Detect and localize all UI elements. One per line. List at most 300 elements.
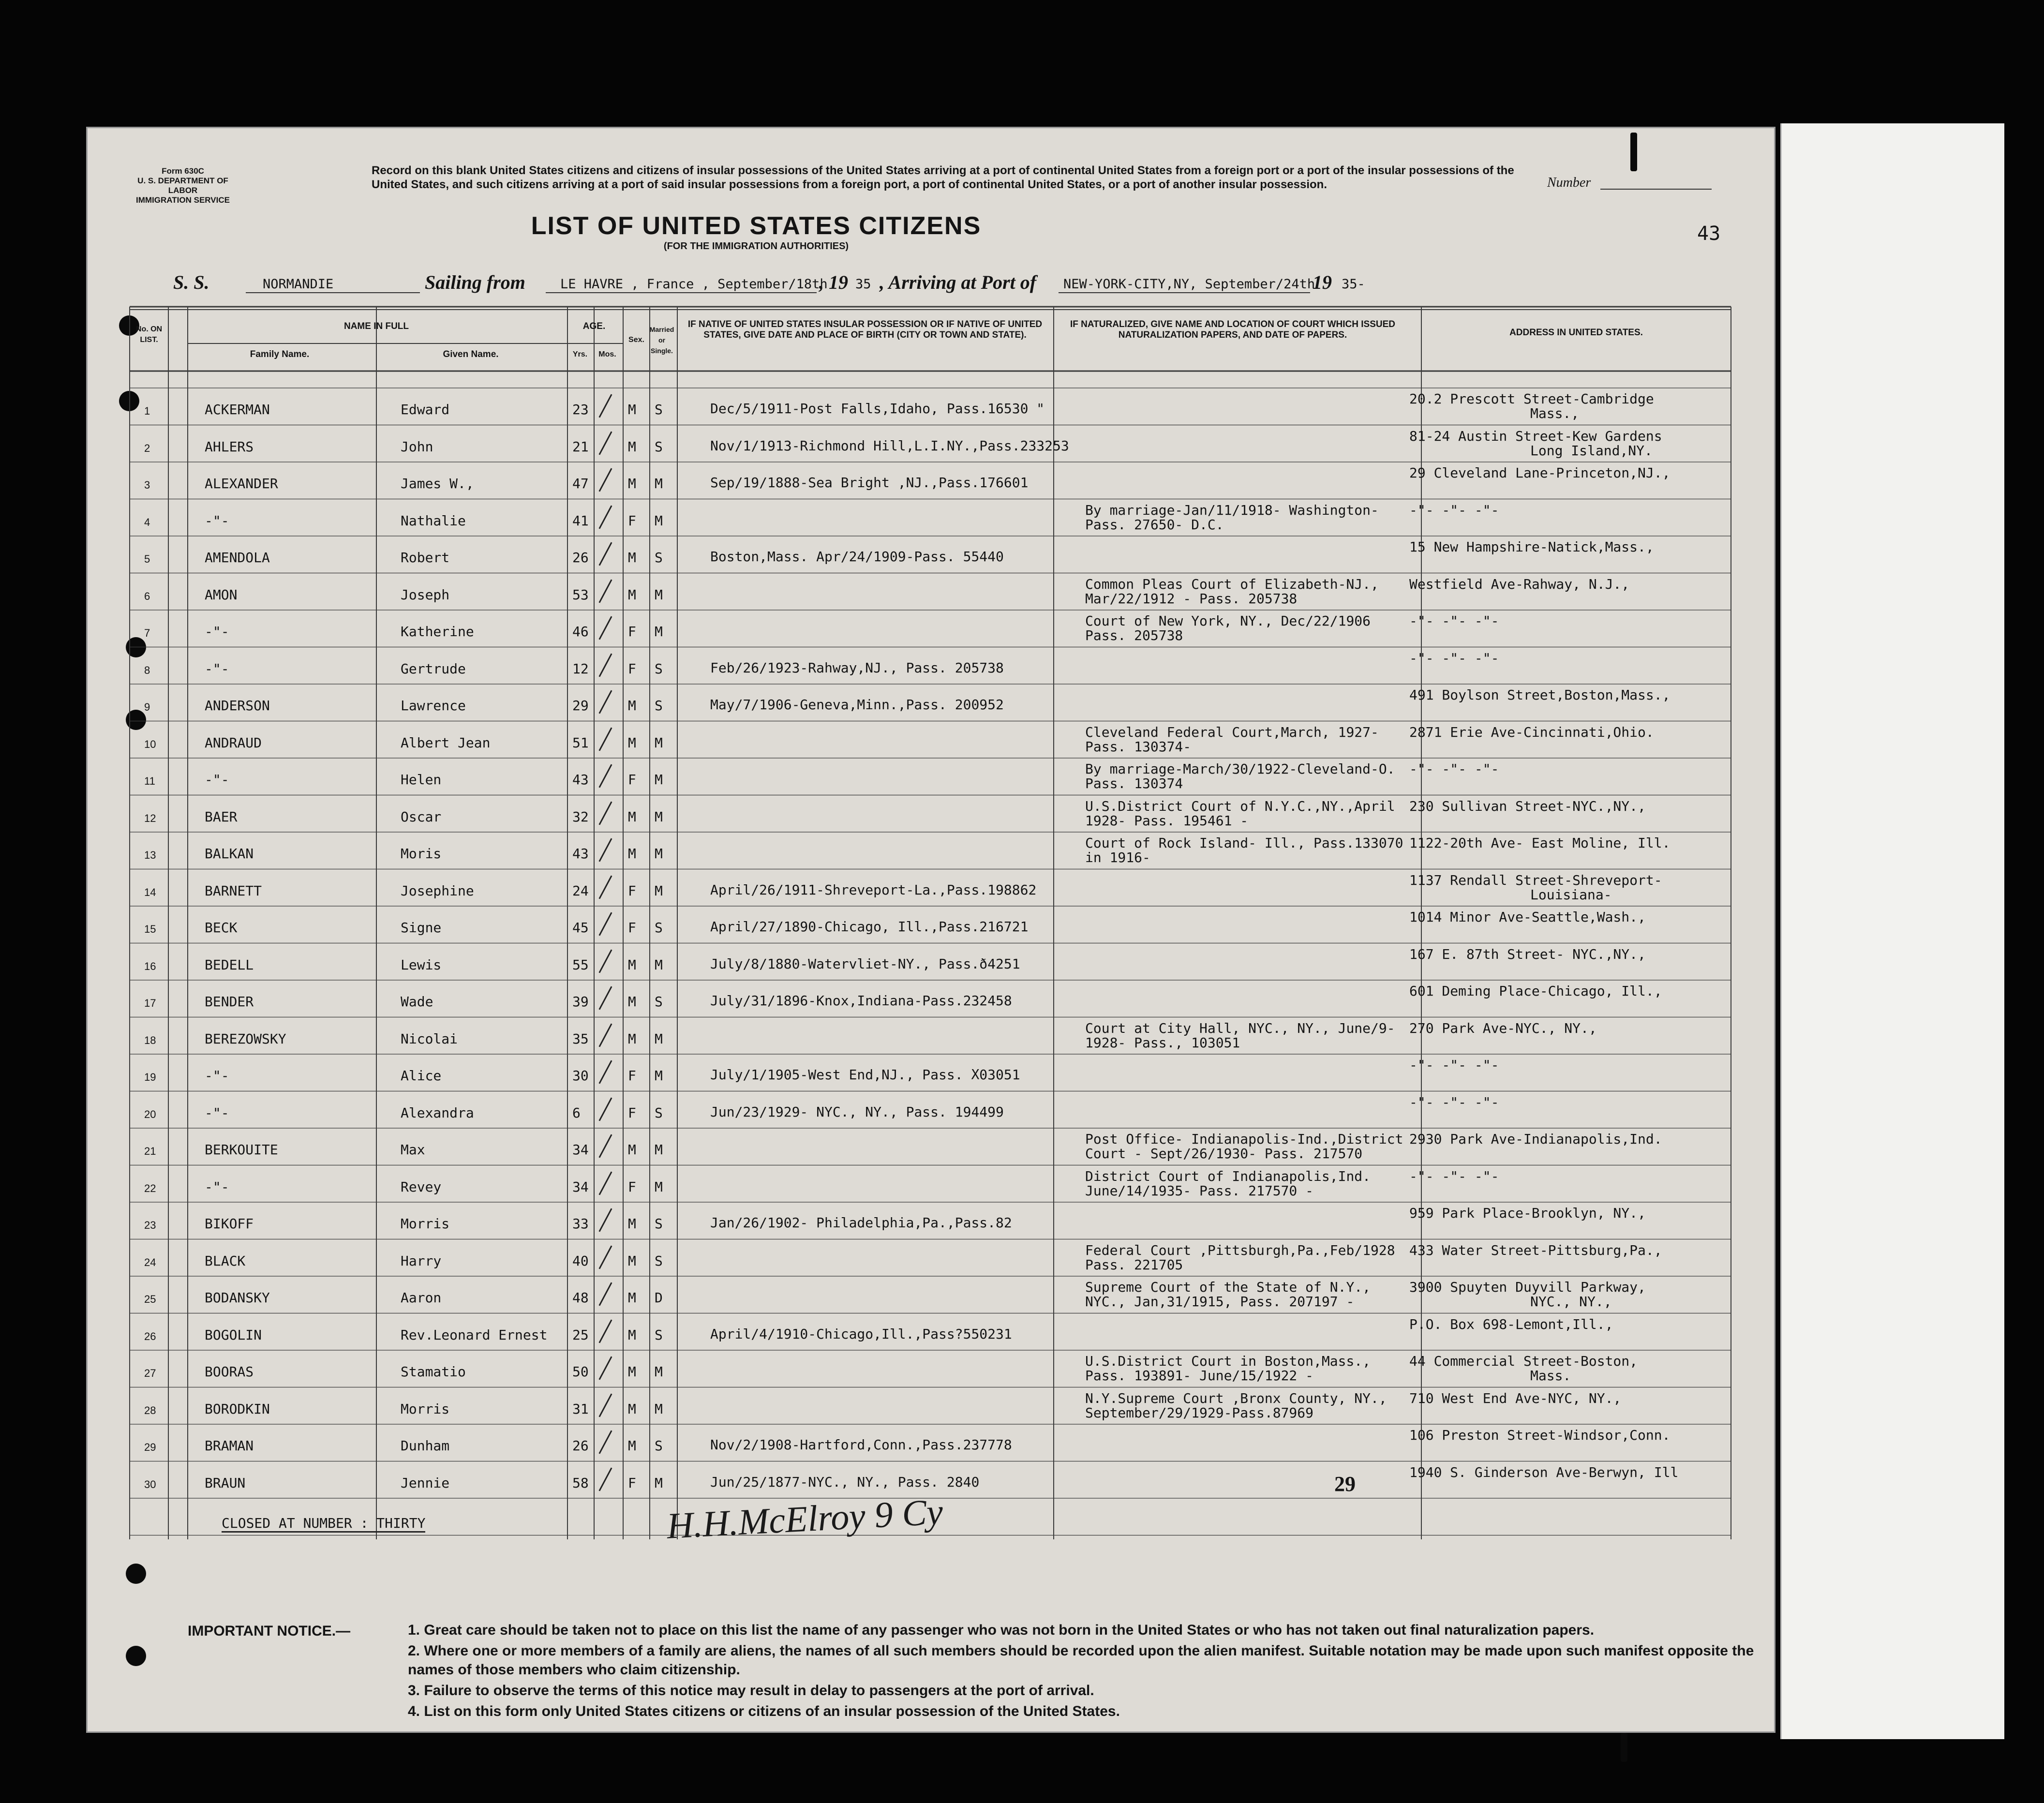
given-name: Alexandra xyxy=(401,1104,474,1121)
marital-status: M xyxy=(655,772,663,788)
age-years: 34 xyxy=(572,1178,589,1195)
age-years: 23 xyxy=(572,402,589,417)
given-name: Rev.Leonard Ernest xyxy=(401,1326,548,1343)
marital-status: M xyxy=(655,476,663,492)
row-number: 4 xyxy=(144,516,150,528)
ship-name: NORMANDIE xyxy=(263,277,334,292)
given-name: John xyxy=(401,438,433,455)
number-field-line xyxy=(1600,189,1712,190)
address-line-1: 81-24 Austin Street-Kew Gardens xyxy=(1409,428,1662,444)
row-number: 5 xyxy=(144,553,150,565)
given-name: Nicolai xyxy=(401,1030,458,1047)
birth-info: July/8/1880-Watervliet-NY., Pass.ð4251 xyxy=(710,955,1020,972)
given-name: Lawrence xyxy=(401,698,466,714)
given-name: Signe xyxy=(401,920,442,936)
address-line-2: Mass. xyxy=(1530,1368,1571,1384)
sex: M xyxy=(628,1216,636,1232)
check-mark xyxy=(598,394,612,417)
given-name: Lewis xyxy=(401,956,442,973)
row-number: 30 xyxy=(144,1478,156,1490)
notice-item: 1. Great care should be taken not to place on this list the name of any passenger who was not born in the United States or who has not taken out final naturalization papers. xyxy=(408,1622,1595,1638)
marital-status: M xyxy=(655,956,663,973)
address-line-1: 29 Cleveland Lane-Princeton,NJ., xyxy=(1409,465,1671,481)
family-name: BECK xyxy=(205,920,238,936)
family-name: BEREZOWSKY xyxy=(205,1030,286,1047)
naturalization-line-1: Court at City Hall, NYC., NY., June/9- xyxy=(1085,1020,1395,1036)
naturalization-line-2: NYC., Jan,31/1915, Pass. 207197 - xyxy=(1085,1294,1355,1310)
family-name: -"- xyxy=(205,1104,229,1121)
col-header-given: Given Name. xyxy=(443,349,499,359)
address-line-1: 710 West End Ave-NYC, NY., xyxy=(1409,1390,1622,1406)
binder-hole xyxy=(126,1646,146,1666)
col-header-address: ADDRESS IN UNITED STATES. xyxy=(1509,328,1643,338)
age-years: 32 xyxy=(572,808,589,825)
sex: F xyxy=(628,1475,636,1491)
binder-hole xyxy=(126,710,146,730)
sailing-value: LE HAVRE , France , September/18th xyxy=(560,277,828,292)
year-value: 35 xyxy=(855,277,871,292)
family-name: BRAMAN xyxy=(205,1438,254,1454)
row-number: 29 xyxy=(144,1441,156,1453)
birth-info: Feb/26/1923-Rahway,NJ., Pass. 205738 xyxy=(710,659,1004,676)
col-header-yrs: Yrs. xyxy=(572,350,588,358)
row-number: 22 xyxy=(144,1182,156,1194)
row-number: 6 xyxy=(144,590,150,602)
sex: M xyxy=(628,1401,636,1417)
check-mark xyxy=(598,431,612,455)
naturalization-line-2: Pass. 27650- D.C. xyxy=(1085,516,1224,533)
binder-hole xyxy=(126,1564,146,1584)
col-header-sex: Sex. xyxy=(628,336,644,344)
address-line-2: Long Island,NY. xyxy=(1530,442,1653,459)
address-line-1: 2871 Erie Ave-Cincinnati,Ohio. xyxy=(1409,724,1654,740)
check-mark xyxy=(598,579,612,603)
check-mark xyxy=(598,1208,612,1232)
family-name: -"- xyxy=(205,660,229,677)
sex: M xyxy=(628,1290,636,1306)
naturalization-line-2: Pass. 193891- June/15/1922 - xyxy=(1085,1368,1314,1384)
naturalization-line-1: District Court of Indianapolis,Ind. xyxy=(1085,1168,1371,1184)
sex: F xyxy=(628,772,636,788)
naturalization-line-2: September/29/1929-Pass.87969 xyxy=(1085,1404,1314,1421)
marital-status: M xyxy=(655,586,663,603)
adjacent-page-strip xyxy=(1780,123,2004,1739)
naturalization-line-1: Common Pleas Court of Elizabeth-NJ., xyxy=(1085,576,1379,592)
col-header-no: No. ON LIST. xyxy=(135,325,163,344)
address-line-2: NYC., NY., xyxy=(1530,1294,1612,1310)
row-number: 28 xyxy=(144,1404,156,1416)
given-name: Morris xyxy=(401,1216,450,1232)
age-years: 21 xyxy=(572,438,589,455)
check-mark xyxy=(598,1430,612,1454)
address-line-1: 44 Commercial Street-Boston, xyxy=(1409,1353,1638,1369)
age-years: 51 xyxy=(572,734,589,751)
sex: F xyxy=(628,660,636,677)
age-years: 31 xyxy=(572,1401,589,1417)
row-number: 25 xyxy=(144,1293,156,1305)
birth-info: Boston,Mass. Apr/24/1909-Pass. 55440 xyxy=(710,549,1004,565)
birth-info: May/7/1906-Geneva,Minn.,Pass. 200952 xyxy=(710,697,1004,713)
family-name: BARNETT xyxy=(205,882,262,899)
check-mark xyxy=(598,1467,612,1491)
sex: M xyxy=(628,402,636,417)
inspector-signature: H.H.McElroy 9 Cy xyxy=(666,1491,944,1547)
row-number: 9 xyxy=(144,701,150,713)
family-name: BOGOLIN xyxy=(205,1326,262,1343)
row-number: 17 xyxy=(144,997,156,1009)
sex: M xyxy=(628,1364,636,1380)
col-header-naturalized: IF NATURALIZED, GIVE NAME AND LOCATION OF COURT WHICH ISSUED NATURALIZATION PAPERS, AND DATE OF PAPERS. xyxy=(1070,319,1395,340)
marital-status: M xyxy=(655,1364,663,1380)
address-line-1: 1940 S. Ginderson Ave-Berwyn, Ill xyxy=(1409,1464,1679,1480)
row-number: 20 xyxy=(144,1108,156,1120)
address-line-1: 601 Deming Place-Chicago, Ill., xyxy=(1409,983,1662,999)
row-number: 3 xyxy=(144,479,150,491)
given-name: Alice xyxy=(401,1068,442,1084)
naturalization-line-1: By marriage-March/30/1922-Cleveland-O. xyxy=(1085,761,1395,777)
address-line-1: -"- -"- -"- xyxy=(1409,613,1499,629)
arriving-label: , Arriving at Port of xyxy=(880,271,1037,293)
sex: M xyxy=(628,734,636,751)
naturalization-line-1: Federal Court ,Pittsburgh,Pa.,Feb/1928 xyxy=(1085,1242,1395,1258)
check-mark xyxy=(598,616,612,640)
marital-status: S xyxy=(655,994,663,1010)
given-name: Edward xyxy=(401,402,450,417)
naturalization-line-1: Court of Rock Island- Ill., Pass.133070 xyxy=(1085,835,1403,851)
marital-status: M xyxy=(655,1142,663,1158)
col-header-name: NAME IN FULL xyxy=(343,321,409,331)
address-line-1: Westfield Ave-Rahway, N.J., xyxy=(1409,576,1630,592)
year-prefix: , 19 xyxy=(819,271,848,293)
naturalization-line-2: Court - Sept/26/1930- Pass. 217570 xyxy=(1085,1146,1363,1162)
sex: F xyxy=(628,920,636,936)
given-name: Wade xyxy=(401,994,433,1010)
naturalization-line-1: Cleveland Federal Court,March, 1927- xyxy=(1085,724,1379,740)
birth-info: Nov/2/1908-Hartford,Conn.,Pass.237778 xyxy=(710,1437,1012,1453)
family-name: BIKOFF xyxy=(205,1216,254,1232)
marital-status: S xyxy=(655,660,663,677)
check-mark xyxy=(598,801,612,825)
sex: M xyxy=(628,586,636,603)
age-years: 43 xyxy=(572,846,589,862)
intro-instructions xyxy=(372,164,1542,192)
given-name: Morris xyxy=(401,1401,450,1417)
marital-status: M xyxy=(655,808,663,825)
age-years: 39 xyxy=(572,994,589,1010)
check-mark xyxy=(598,542,612,566)
marital-status: M xyxy=(655,1030,663,1047)
address-line-1: 433 Water Street-Pittsburg,Pa., xyxy=(1409,1242,1662,1258)
marital-status: M xyxy=(655,846,663,862)
family-name: BLACK xyxy=(205,1252,246,1269)
notice-item: 2. Where one or more members of a family are aliens, the names of all such members should be recorded upon the alien manifest. Suitable notation may be made upon such manifest opposite the names of those members who claim citizenship. xyxy=(408,1643,1754,1678)
naturalization-line-1: U.S.District Court in Boston,Mass., xyxy=(1085,1353,1371,1369)
age-years: 25 xyxy=(572,1326,589,1343)
family-name: ANDERSON xyxy=(205,698,270,714)
col-header-married: Married or Single. xyxy=(649,326,674,355)
check-mark xyxy=(598,1282,612,1306)
given-name: Jennie xyxy=(401,1475,450,1491)
family-name: -"- xyxy=(205,1178,229,1195)
family-name: BERKOUITE xyxy=(205,1142,278,1158)
address-line-1: 1137 Rendall Street-Shreveport- xyxy=(1409,872,1662,888)
age-years: 43 xyxy=(572,772,589,788)
marital-status: M xyxy=(655,882,663,899)
page-subtitle: (FOR THE IMMIGRATION AUTHORITIES) xyxy=(663,241,849,252)
intro-text: Record on this blank United States citizens and citizens of insular possessions of the United States arriving at a port of continental United States from a foreign port or a port of the insular possessions of the United States, and such citizens arriving at a port of said insular possessions from a foreign port, a port of continental United States, or a port of another insular possession. xyxy=(372,164,1514,191)
marital-status: M xyxy=(655,734,663,751)
address-line-1: -"- -"- -"- xyxy=(1409,502,1499,518)
row-number: 2 xyxy=(144,442,150,454)
address-line-1: 270 Park Ave-NYC., NY., xyxy=(1409,1020,1597,1036)
sex: M xyxy=(628,846,636,862)
sex: F xyxy=(628,512,636,529)
row-number: 19 xyxy=(144,1071,156,1083)
naturalization-line-2: Mar/22/1912 - Pass. 205738 xyxy=(1085,590,1298,607)
check-mark xyxy=(598,838,612,862)
family-name: BORODKIN xyxy=(205,1401,270,1417)
naturalization-line-2: Pass. 205738 xyxy=(1085,627,1183,643)
address-line-1: -"- -"- -"- xyxy=(1409,650,1499,666)
sex: M xyxy=(628,1030,636,1047)
given-name: Robert xyxy=(401,550,450,566)
family-name: BAER xyxy=(205,808,238,825)
arriving-year-prefix: 19 xyxy=(1313,271,1332,293)
address-line-1: P.O. Box 698-Lemont,Ill., xyxy=(1409,1316,1613,1332)
row-number: 1 xyxy=(144,405,150,417)
check-mark xyxy=(598,1393,612,1417)
family-name: -"- xyxy=(205,512,229,529)
page-title: LIST OF UNITED STATES CITIZENS xyxy=(531,212,982,240)
check-mark xyxy=(598,505,612,529)
sex: M xyxy=(628,808,636,825)
row-number: 11 xyxy=(144,775,155,787)
sex: M xyxy=(628,994,636,1010)
given-name: James W., xyxy=(401,476,474,492)
marital-status: M xyxy=(655,1401,663,1417)
col-header-age: AGE. xyxy=(582,321,606,331)
service-name: IMMIGRATION SERVICE xyxy=(136,195,230,205)
department-name: U. S. DEPARTMENT OF LABOR xyxy=(137,176,228,195)
given-name: Stamatio xyxy=(401,1364,466,1380)
given-name: Nathalie xyxy=(401,512,466,529)
col-header-mos: Mos. xyxy=(598,350,616,358)
sex: F xyxy=(628,1178,636,1195)
given-name: Revey xyxy=(401,1178,442,1195)
naturalization-line-1: Supreme Court of the State of N.Y., xyxy=(1085,1279,1371,1295)
given-name: Aaron xyxy=(401,1290,442,1306)
age-years: 29 xyxy=(572,698,589,714)
form-number: Form 630C xyxy=(162,166,204,176)
address-line-1: 106 Preston Street-Windsor,Conn. xyxy=(1409,1427,1671,1443)
address-line-1: 167 E. 87th Street- NYC.,NY., xyxy=(1409,946,1646,962)
sex: M xyxy=(628,438,636,455)
birth-info: July/1/1905-West End,NJ., Pass. Χ03051 xyxy=(710,1067,1020,1083)
marital-status: M xyxy=(655,1475,663,1491)
marital-status: S xyxy=(655,1216,663,1232)
arriving-year-value: 35- xyxy=(1342,277,1365,292)
birth-info: April/27/1890-Chicago, Ill.,Pass.216721 xyxy=(710,919,1029,935)
notice-item: 3. Failure to observe the terms of this notice may result in delay to passengers at the port of arrival. xyxy=(408,1683,1094,1699)
check-mark xyxy=(598,1171,612,1195)
age-years: 58 xyxy=(572,1475,589,1491)
binder-hole xyxy=(126,637,146,657)
marital-status: S xyxy=(655,438,663,455)
address-line-1: -"- -"- -"- xyxy=(1409,1168,1499,1184)
row-number: 21 xyxy=(144,1145,156,1157)
age-years: 30 xyxy=(572,1068,589,1084)
age-years: 40 xyxy=(572,1252,589,1269)
check-mark xyxy=(598,875,612,899)
check-mark xyxy=(598,1319,612,1343)
marital-status: M xyxy=(655,624,663,640)
given-name: Katherine xyxy=(401,624,474,640)
naturalization-line-2: Pass. 221705 xyxy=(1085,1256,1183,1273)
age-years: 33 xyxy=(572,1216,589,1232)
given-name: Joseph xyxy=(401,586,450,603)
arriving-underline xyxy=(1059,292,1310,293)
given-name: Gertrude xyxy=(401,660,466,677)
given-name: Albert Jean xyxy=(401,734,491,751)
sex: M xyxy=(628,1326,636,1343)
sheet-count: 29 xyxy=(1334,1472,1356,1496)
naturalization-line-2: Pass. 130374- xyxy=(1085,738,1192,755)
row-number: 15 xyxy=(144,923,156,935)
marital-status: S xyxy=(655,1104,663,1121)
check-mark xyxy=(598,949,612,973)
naturalization-line-2: 1928- Pass. 195461 - xyxy=(1085,812,1249,829)
age-years: 46 xyxy=(572,624,589,640)
naturalization-line-2: June/14/1935- Pass. 217570 - xyxy=(1085,1182,1314,1199)
family-name: BODANSKY xyxy=(205,1290,270,1306)
given-name: Harry xyxy=(401,1252,442,1269)
naturalization-line-1: N.Y.Supreme Court ,Bronx County, NY., xyxy=(1085,1390,1387,1406)
check-mark xyxy=(598,468,612,492)
naturalization-line-2: 1928- Pass., 103051 xyxy=(1085,1034,1240,1051)
address-line-1: 1122-20th Ave- East Moline, Ill. xyxy=(1409,835,1671,851)
check-mark xyxy=(598,1356,612,1380)
naturalization-line-1: U.S.District Court of N.Y.C.,NY.,April xyxy=(1085,798,1395,814)
given-name: Max xyxy=(401,1142,425,1158)
address-line-1: 230 Sullivan Street-NYC.,NY., xyxy=(1409,798,1646,814)
sex: M xyxy=(628,550,636,566)
family-name: ANDRAUD xyxy=(205,734,262,751)
age-years: 41 xyxy=(572,512,589,529)
family-name: AMENDOLA xyxy=(205,550,270,566)
address-line-1: 20.2 Prescott Street-Cambridge xyxy=(1409,391,1654,407)
check-mark xyxy=(598,1134,612,1158)
row-number: 13 xyxy=(144,849,156,861)
sex: M xyxy=(628,956,636,973)
sex: M xyxy=(628,1252,636,1269)
row-number: 12 xyxy=(144,812,156,824)
naturalization-line-1: Post Office- Indianapolis-Ind.,District xyxy=(1085,1131,1403,1147)
birth-info: Jun/23/1929- NYC., NY., Pass. 194499 xyxy=(710,1103,1004,1120)
address-line-1: -"- -"- -"- xyxy=(1409,761,1499,777)
check-mark xyxy=(598,653,612,677)
marital-status: M xyxy=(655,1068,663,1084)
sex: M xyxy=(628,1438,636,1454)
age-years: 35 xyxy=(572,1030,589,1047)
address-line-1: 1014 Minor Ave-Seattle,Wash., xyxy=(1409,909,1646,925)
sailing-label: Sailing from xyxy=(425,271,525,293)
ship-underline xyxy=(246,292,420,293)
check-mark xyxy=(598,912,612,936)
age-years: 45 xyxy=(572,920,589,936)
age-years: 24 xyxy=(572,882,589,899)
sex: F xyxy=(628,1104,636,1121)
row-number: 26 xyxy=(144,1330,156,1342)
address-line-1: 3900 Spuyten Duyvill Parkway, xyxy=(1409,1279,1646,1295)
given-name: Helen xyxy=(401,772,442,788)
row-number: 8 xyxy=(144,664,150,676)
family-name: AHLERS xyxy=(205,438,254,455)
given-name: Moris xyxy=(401,846,442,862)
form-identifier xyxy=(134,166,231,205)
marital-status: S xyxy=(655,1438,663,1454)
sex: M xyxy=(628,698,636,714)
family-name: -"- xyxy=(205,1068,229,1084)
ss-label: S. S. xyxy=(173,271,209,293)
sex: M xyxy=(628,476,636,492)
row-number: 23 xyxy=(144,1219,156,1231)
sailing-underline xyxy=(546,292,817,293)
naturalization-line-2: Pass. 130374 xyxy=(1085,775,1183,791)
row-number: 7 xyxy=(144,627,150,639)
age-years: 47 xyxy=(572,476,589,492)
address-line-1: -"- -"- -"- xyxy=(1409,1094,1499,1110)
marital-status: M xyxy=(655,512,663,529)
closed-at-number: CLOSED AT NUMBER : THIRTY xyxy=(222,1515,425,1533)
address-line-1: -"- -"- -"- xyxy=(1409,1057,1499,1073)
check-mark xyxy=(598,727,612,751)
address-line-1: 491 Boylson Street,Boston,Mass., xyxy=(1409,687,1671,703)
naturalization-line-2: in 1916- xyxy=(1085,849,1150,865)
check-mark xyxy=(598,986,612,1010)
marital-status: S xyxy=(655,920,663,936)
check-mark xyxy=(598,764,612,788)
birth-info: Dec/5/1911-Post Falls,Idaho, Pass.16530 " xyxy=(710,401,1045,417)
family-name: ALEXANDER xyxy=(205,476,278,492)
row-number: 10 xyxy=(144,738,156,750)
family-name: ACKERMAN xyxy=(205,402,270,417)
sex: F xyxy=(628,882,636,899)
birth-info: April/26/1911-Shreveport-La.,Pass.198862 xyxy=(710,881,1037,898)
address-line-1: 2930 Park Ave-Indianapolis,Ind. xyxy=(1409,1131,1662,1147)
given-name: Oscar xyxy=(401,808,442,825)
marital-status: D xyxy=(655,1290,663,1306)
number-label: Number xyxy=(1547,175,1591,190)
paper-clip-mark xyxy=(1630,133,1637,171)
paper-clip-mark xyxy=(1621,1733,1627,1762)
age-years: 55 xyxy=(572,956,589,973)
notice-items xyxy=(408,1621,1772,1723)
row-number: 16 xyxy=(144,960,156,972)
arriving-value: NEW-YORK-CITY,NY, September/24th xyxy=(1063,277,1315,292)
row-number: 14 xyxy=(144,886,156,898)
marital-status: S xyxy=(655,1326,663,1343)
address-line-1: 15 New Hampshire-Natick,Mass., xyxy=(1409,539,1654,555)
sex: F xyxy=(628,1068,636,1084)
family-name: -"- xyxy=(205,624,229,640)
family-name: -"- xyxy=(205,772,229,788)
given-name: Dunham xyxy=(401,1438,450,1454)
marital-status: S xyxy=(655,698,663,714)
age-years: 26 xyxy=(572,550,589,566)
family-name: BRAUN xyxy=(205,1475,246,1491)
row-number: 24 xyxy=(144,1256,156,1268)
birth-info: Nov/1/1913-Richmond Hill,L.I.NY.,Pass.233253 xyxy=(710,437,1069,454)
